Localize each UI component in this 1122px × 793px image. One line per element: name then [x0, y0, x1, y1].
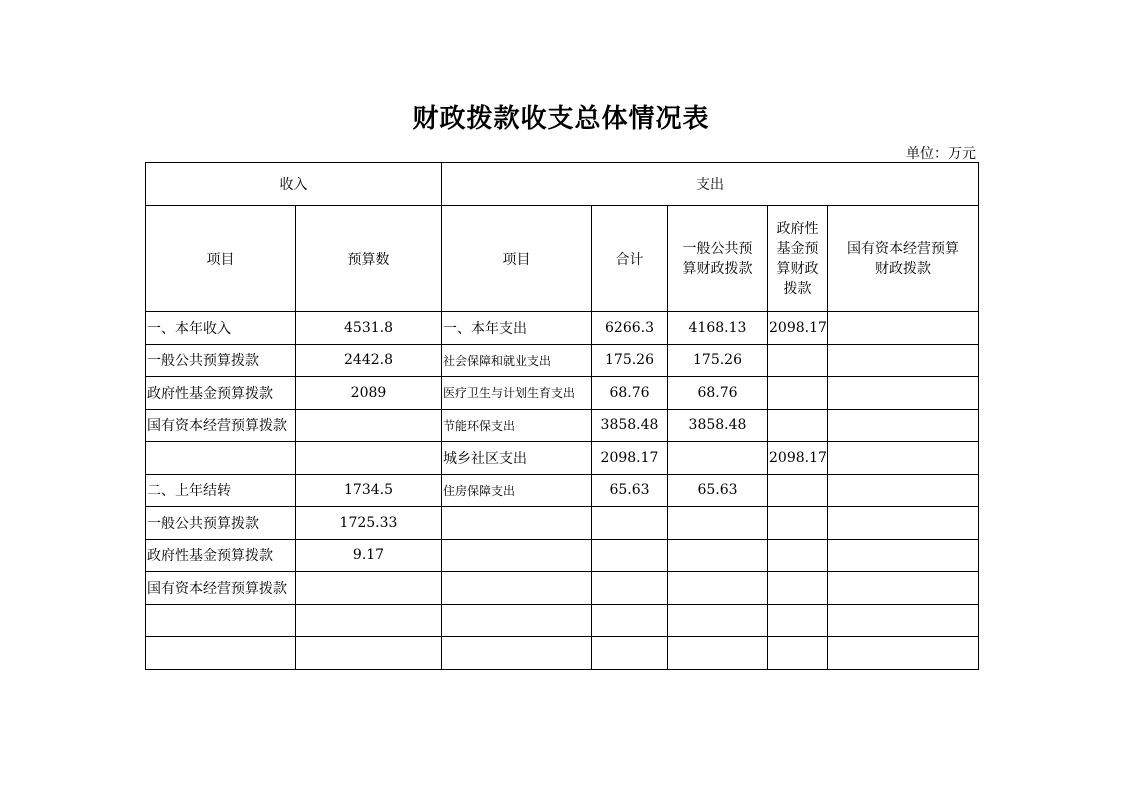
income-budget-cell: [296, 637, 442, 670]
expense-item-cell: [442, 507, 592, 540]
table-row: [146, 507, 979, 540]
table-row: [146, 539, 979, 572]
expense-item-cell: [442, 539, 592, 572]
expense-total-cell: [592, 604, 668, 637]
expense-fund-cell: 2098.17: [768, 312, 828, 345]
expense-fund-cell: [768, 344, 828, 377]
income-item-cell: 二、上年结转: [146, 474, 296, 507]
expense-fund-cell: [768, 409, 828, 442]
expense-fund-cell: [768, 604, 828, 637]
expense-state-header: 国有资本经营预算财政拨款: [828, 206, 979, 312]
expense-total-cell: 6266.3: [592, 312, 668, 345]
expense-state-cell: [828, 474, 979, 507]
expense-state-cell: [828, 409, 979, 442]
expense-general-cell: [668, 572, 768, 605]
income-item-cell: 国有资本经营预算拨款: [146, 572, 296, 605]
expense-fund-cell: [768, 507, 828, 540]
expense-general-cell: [668, 442, 768, 475]
expense-general-cell: 4168.13: [668, 312, 768, 345]
expense-item-cell: 住房保障支出: [442, 474, 592, 507]
table-row: [146, 442, 979, 475]
expense-item-cell: [442, 604, 592, 637]
expense-fund-cell: [768, 539, 828, 572]
expense-general-cell: 3858.48: [668, 409, 768, 442]
expense-item-cell: 社会保障和就业支出: [442, 344, 592, 377]
expense-state-cell: [828, 344, 979, 377]
expense-general-cell: [668, 539, 768, 572]
expense-general-cell: [668, 637, 768, 670]
expense-fund-header: 政府性基金预算财政拨款: [768, 206, 828, 312]
expense-total-cell: 65.63: [592, 474, 668, 507]
income-budget-cell: [296, 442, 442, 475]
income-budget-cell: 4531.8: [296, 312, 442, 345]
table-row: [146, 377, 979, 410]
income-budget-header: 预算数: [296, 206, 442, 312]
table-row: [146, 604, 979, 637]
income-budget-cell: 1725.33: [296, 507, 442, 540]
expense-total-cell: [592, 637, 668, 670]
expense-fund-cell: [768, 572, 828, 605]
table-row: [146, 572, 979, 605]
expense-total-cell: 68.76: [592, 377, 668, 410]
expense-general-cell: 65.63: [668, 474, 768, 507]
expense-item-header: 项目: [442, 206, 592, 312]
expense-total-cell: 3858.48: [592, 409, 668, 442]
expense-state-cell: [828, 507, 979, 540]
expense-state-cell: [828, 442, 979, 475]
income-item-cell: [146, 442, 296, 475]
income-budget-cell: 9.17: [296, 539, 442, 572]
income-header: 收入: [146, 163, 442, 206]
expense-fund-cell: 2098.17: [768, 442, 828, 475]
expense-total-cell: 175.26: [592, 344, 668, 377]
expense-state-cell: [828, 312, 979, 345]
income-budget-cell: 1734.5: [296, 474, 442, 507]
expense-item-cell: 城乡社区支出: [442, 442, 592, 475]
expense-item-cell: 医疗卫生与计划生育支出: [442, 377, 592, 410]
income-item-header: 项目: [146, 206, 296, 312]
expense-state-cell: [828, 539, 979, 572]
income-budget-cell: 2442.8: [296, 344, 442, 377]
expense-total-cell: [592, 539, 668, 572]
income-item-cell: 一般公共预算拨款: [146, 344, 296, 377]
page-title: 财政拨款收支总体情况表: [412, 104, 710, 134]
table-row: [146, 312, 979, 345]
income-budget-cell: [296, 572, 442, 605]
expense-state-cell: [828, 377, 979, 410]
income-budget-cell: [296, 604, 442, 637]
expense-item-cell: [442, 572, 592, 605]
expense-total-header: 合计: [592, 206, 668, 312]
income-item-cell: [146, 604, 296, 637]
income-budget-cell: 2089: [296, 377, 442, 410]
expense-total-cell: [592, 572, 668, 605]
expense-general-cell: 68.76: [668, 377, 768, 410]
income-budget-cell: [296, 409, 442, 442]
income-item-cell: 一、本年收入: [146, 312, 296, 345]
expense-header: 支出: [442, 163, 979, 206]
expense-item-cell: 一、本年支出: [442, 312, 592, 345]
income-item-cell: 一般公共预算拨款: [146, 507, 296, 540]
expense-item-cell: 节能环保支出: [442, 409, 592, 442]
income-item-cell: 政府性基金预算拨款: [146, 377, 296, 410]
expense-fund-cell: [768, 637, 828, 670]
expense-total-cell: 2098.17: [592, 442, 668, 475]
expense-item-cell: [442, 637, 592, 670]
expense-general-header: 一般公共预算财政拨款: [668, 206, 768, 312]
table-row: [146, 637, 979, 670]
income-item-cell: 国有资本经营预算拨款: [146, 409, 296, 442]
expense-general-cell: 175.26: [668, 344, 768, 377]
income-item-cell: [146, 637, 296, 670]
income-item-cell: 政府性基金预算拨款: [146, 539, 296, 572]
table-row: [146, 474, 979, 507]
expense-fund-cell: [768, 474, 828, 507]
table-row: [146, 409, 979, 442]
expense-state-cell: [828, 604, 979, 637]
expense-fund-cell: [768, 377, 828, 410]
budget-table: [145, 162, 979, 670]
expense-general-cell: [668, 604, 768, 637]
expense-state-cell: [828, 637, 979, 670]
expense-state-cell: [828, 572, 979, 605]
expense-general-cell: [668, 507, 768, 540]
table-row: [146, 344, 979, 377]
unit-label: 单位：万元: [906, 146, 976, 162]
expense-total-cell: [592, 507, 668, 540]
